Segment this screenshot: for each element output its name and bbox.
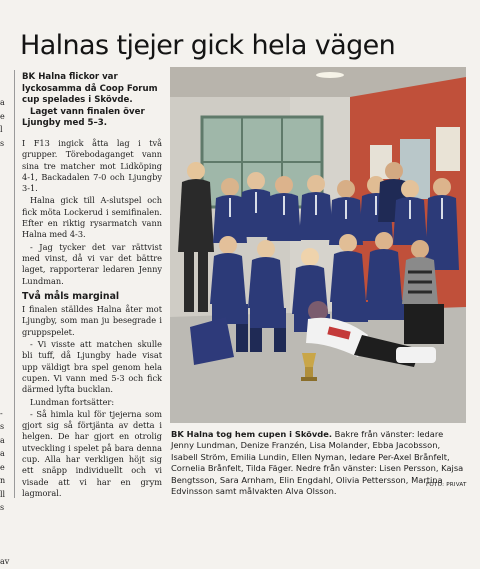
body-paragraph: - Vi visste att matchen skulle bli tuff, då Ljungby hade visat upp väldigt bra spel genom hela cupen. Vi vann med 5-3 och fick därmed lyfta bucklan. xyxy=(22,339,162,395)
fragment-line xyxy=(0,528,12,542)
body-paragraph: - Jag tycker det var rättvist med vinst, då vi var det bättre laget, rapporterar ledaren Jenny Lundman. xyxy=(22,241,162,286)
fragment-line xyxy=(0,245,12,259)
headline: Halnas tjejer gick hela vägen xyxy=(20,30,396,62)
previous-column-fragment xyxy=(0,96,12,566)
fragment-line xyxy=(0,191,12,205)
fragment-line: e xyxy=(0,111,5,121)
fragment-line xyxy=(0,515,12,529)
fragment-line: - xyxy=(0,408,3,418)
caption-title: BK Halna tog hem cupen i Skövde. xyxy=(171,429,332,439)
fragment-line: s xyxy=(0,422,5,431)
body-paragraph: Lundman fortsätter: xyxy=(30,396,115,407)
fragment-line xyxy=(0,312,12,326)
article-lead xyxy=(22,72,164,130)
fragment-line: a xyxy=(0,98,5,107)
fragment-line xyxy=(0,542,12,556)
fragment-line xyxy=(0,258,12,272)
photo-caption xyxy=(171,429,467,497)
fragment-line: l xyxy=(0,125,3,134)
fragment-line xyxy=(0,285,12,299)
fragment-line: a xyxy=(0,449,5,458)
team-photo-illustration xyxy=(170,67,466,423)
fragment-line: a xyxy=(0,435,5,445)
fragment-line xyxy=(0,150,12,164)
body-paragraph: I F13 ingick åtta lag i två grupper. Törebodaganget vann sina tre matcher mot Lidköping 4-1, Backadalen 7-0 och Ljungby 3-1. xyxy=(22,138,162,194)
fragment-line xyxy=(0,204,12,218)
subheading: Två måls marginal xyxy=(22,290,120,302)
fragment-line xyxy=(0,353,12,367)
fragment-line xyxy=(0,326,12,340)
fragment-line xyxy=(0,366,12,380)
article-body xyxy=(22,138,162,500)
fragment-line: s xyxy=(0,503,5,512)
caption-names: Bakre från vänster: ledare Jenny Lundman, Denize Franzén, Lisa Molander, Ebba Jacobsson, Isabell Ström, Emilia Lundin, Ellen Nyman, ledare Per-Axel Brånfelt, Cornelia Brånfelt, Tilda Fäger. Nedre från vänster: Lisen Persson, Kajsa Bengtsson, Sara Arnham, Elin Engdahl, Olivia Pettersson, Martina Edvinsson samt målvakten Alva Olsson. xyxy=(171,429,464,497)
lead-result: Laget vann finalen över Ljungby med 5–3. xyxy=(22,106,145,129)
body-paragraph: - Så himla kul för tjejerna som gjort sig så förtjänta av detta i helgen. De har gjort en otrolig utveckling i spelet på bara denna cup. Alla har verkligen höjt sig ett snäpp individuellt och vi visade att vi har en grym lagmoral. xyxy=(22,408,162,498)
fragment-line xyxy=(0,380,12,394)
body-paragraph: Halna gick till A-slutspel och fick möta Lockerud i semifinalen. Efter en riktig rysarmatch vann Halna med 4-3. xyxy=(22,195,162,240)
photo-credit: FOTO: PRIVAT xyxy=(426,482,467,488)
fragment-line: s xyxy=(0,138,5,148)
fragment-line xyxy=(0,231,12,245)
fragment-line xyxy=(0,339,12,353)
fragment-line: e xyxy=(0,462,5,472)
fragment-line xyxy=(0,272,12,286)
fragment-line xyxy=(0,299,12,313)
body-paragraph: I finalen ställdes Halna åter mot Ljungby, som man ju besegrade i gruppspelet. xyxy=(22,304,162,337)
column-rule xyxy=(14,70,15,498)
team-photo xyxy=(170,67,466,423)
fragment-line xyxy=(0,218,12,232)
fragment-line: av xyxy=(0,557,10,566)
fragment-line xyxy=(0,177,12,191)
fragment-line: ll xyxy=(0,489,6,499)
fragment-line: n xyxy=(0,476,6,485)
lead-sentence: BK Halna flickor var lyckosamma då Coop Forum cup spelades i Skövde. xyxy=(22,72,158,106)
fragment-line xyxy=(0,164,12,178)
fragment-line xyxy=(0,393,12,407)
